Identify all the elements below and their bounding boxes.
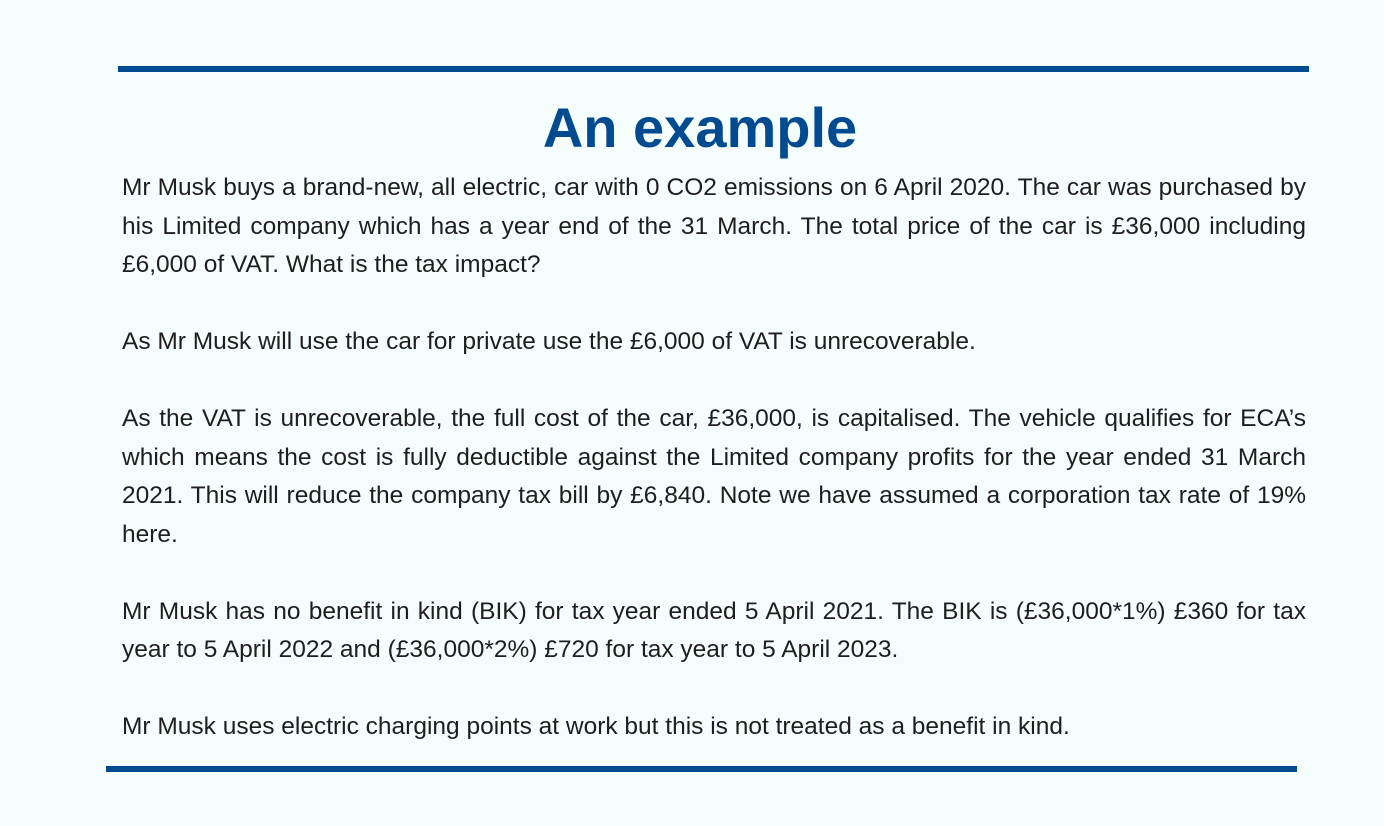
page-title: An example xyxy=(542,96,858,159)
paragraph-benefit-in-kind: Mr Musk has no benefit in kind (BIK) for tax year ended 5 April 2021. The BIK is (£36,000*1%) £360 for tax year to 5 April 2022 and (£36,000*2%) £720 for tax year to 5 April 2023. xyxy=(122,597,1306,663)
paragraph-purchase-details: Mr Musk buys a brand-new, all electric, car with 0 CO2 emissions on 6 April 2020. The car was purchased by his Limited company which has a year end of the 31 March. The total price of the car is £36,000 including £6,000 of VAT. What is the tax impact? xyxy=(122,174,1306,278)
example-body xyxy=(122,169,1306,747)
paragraph-vat: As Mr Musk will use the car for private use the £6,000 of VAT is unrecoverable. xyxy=(122,328,976,355)
paragraph-capital-allowances: As the VAT is unrecoverable, the full cost of the car, £36,000, is capitalised. The vehicle qualifies for ECA’s which means the cost is fully deductible against the Limited company profits for the year ended 31 March 2021. This will reduce the company tax bill by £6,840. Note we have assumed a corporation tax rate of 19% here. xyxy=(122,405,1306,548)
bottom-divider xyxy=(106,766,1297,772)
paragraph-charging-points: Mr Musk uses electric charging points at work but this is not treated as a benefit in kind. xyxy=(122,713,1070,740)
top-divider xyxy=(118,66,1309,72)
